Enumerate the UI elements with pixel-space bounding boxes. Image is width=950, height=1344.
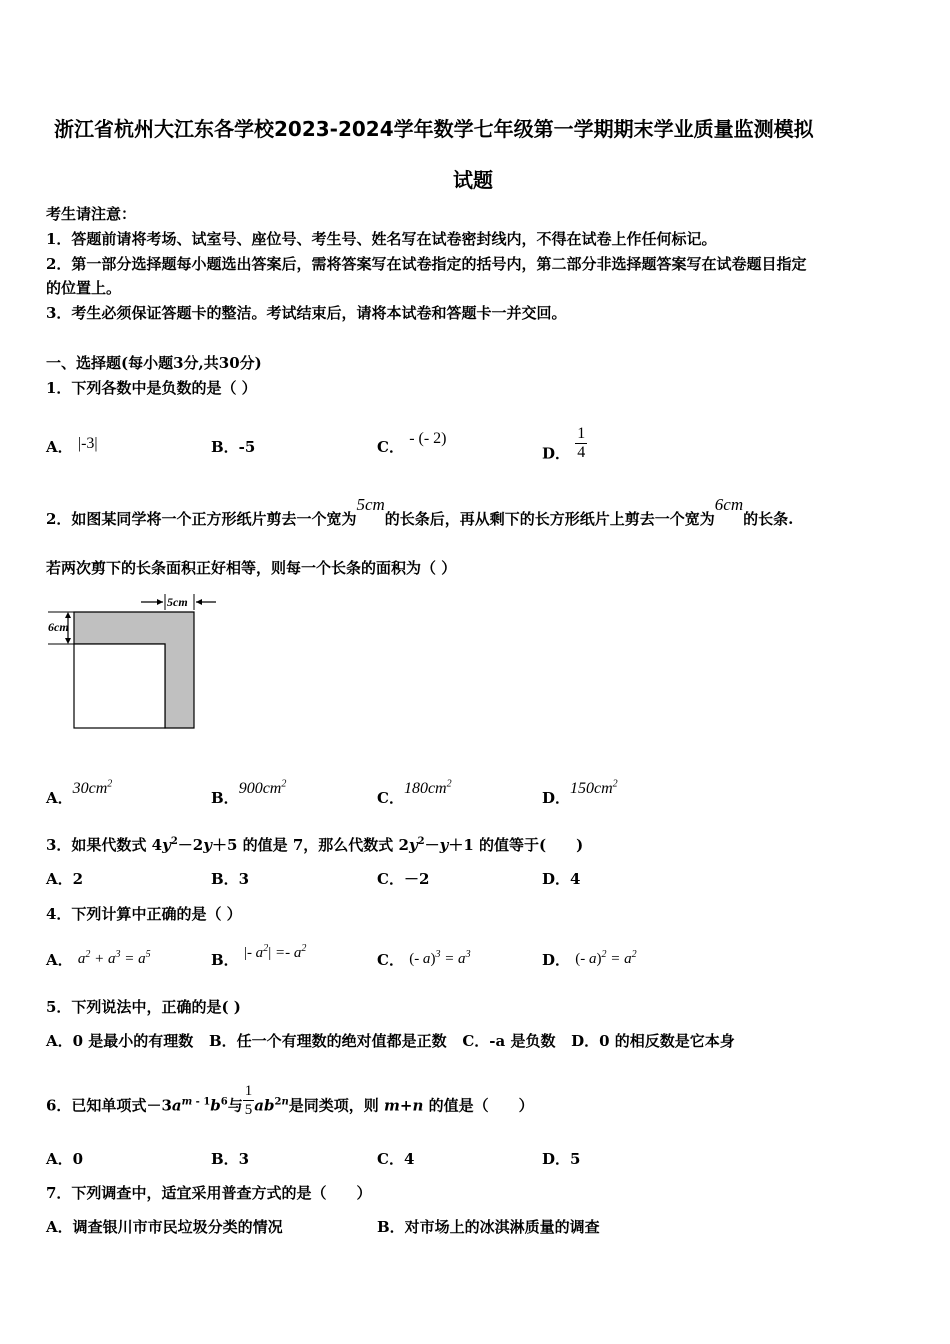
q3-v3: y (408, 836, 418, 854)
q2-d-value: 150cm (570, 780, 613, 797)
q4-d-expr: (- $a)^2 = a^2$ (575, 949, 637, 967)
q5-options (46, 1030, 735, 1051)
q2-b-value: 900cm (238, 780, 282, 797)
q3-option-d: D．4 (542, 870, 581, 888)
arrow-down-head (65, 638, 71, 644)
q2-c-value: 180cm (403, 780, 447, 797)
q6-denominator: 5 (244, 1102, 253, 1118)
q1-c-label: C． (377, 438, 404, 456)
arrow-up-head (65, 612, 71, 618)
q3-p2: －2 (177, 836, 204, 854)
q3-v2: y (203, 836, 212, 854)
q3-option-b: B．3 (211, 870, 250, 888)
q5-option-a: A．0 是最小的有理数 (46, 1032, 194, 1050)
q3-p3: ＋5 的值是 7，那么代数式 2 (211, 836, 409, 854)
q7-stem: 7．下列调查中，适宜采用普查方式的是（ ） (46, 1184, 372, 1202)
q1-option-d (542, 425, 587, 473)
title-line-2: 试题 (453, 168, 493, 192)
q6-option-d: D．5 (542, 1150, 581, 1168)
q4-option-d (542, 949, 637, 970)
q2-stem-part2: 的长条后，再从剩下的长方形纸片上剪去一个宽为 (384, 510, 715, 528)
q2-figure (44, 590, 224, 735)
q7-option-b: B．对市场上的冰淇淋质量的调查 (377, 1218, 600, 1236)
section-title: 一、选择题(每小题3分,共30分) (46, 354, 262, 372)
q2-b-sup: 2 (281, 778, 287, 790)
q3-v1: y (162, 836, 171, 854)
q3-s3: 2 (417, 836, 425, 847)
q6-p1: 6．已知单项式－3 (46, 1096, 172, 1115)
q4-d-label: D． (542, 951, 571, 969)
q2-stem-line1 (46, 495, 794, 529)
q2-a-label: A． (46, 789, 73, 807)
q2-stem-part1: 2．如图某同学将一个正方形纸片剪去一个宽为 (46, 510, 357, 528)
notice-item-2: 2．第一部分选择题每小题选出答案后，需将答案写在试卷指定的括号内，第二部分非选择题答案写在试卷题目指定 (46, 255, 807, 273)
notice-item-3: 3．考生必须保证答题卡的整洁。考试结束后，请将本试卷和答题卡一并交回。 (46, 304, 567, 322)
q2-option-b (211, 778, 287, 808)
q2-width1: 5cm (356, 495, 385, 514)
q6-option-a: A．0 (46, 1150, 84, 1168)
q1-c-value: - (- 2) (409, 430, 447, 447)
q4-c-expr: (- $a)^3 = a^3$ (409, 949, 471, 967)
q5-stem: 5．下列说法中，正确的是( ) (46, 998, 241, 1016)
q4-stem: 4．下列计算中正确的是（ ） (46, 905, 242, 923)
q1-d-denominator: 4 (577, 444, 586, 461)
q3-option-c: C．－2 (377, 870, 430, 888)
q1-option-c (377, 430, 447, 457)
q6-numerator: 1 (244, 1083, 253, 1099)
q6-p4: 的值是（ ） (428, 1096, 534, 1115)
q1-a-value: |-3| (77, 435, 98, 452)
arrow-left-head (196, 599, 202, 605)
q4-c-label: C． (377, 951, 404, 969)
notice-heading: 考生请注意： (46, 205, 137, 223)
q7-option-a: A．调查银川市市民垃圾分类的情况 (46, 1218, 283, 1236)
q4-option-a (46, 949, 151, 970)
q4-option-b (211, 943, 307, 970)
q2-option-c (377, 778, 452, 808)
q2-b-label: B． (211, 789, 239, 807)
q4-a-label: A． (46, 951, 73, 969)
q2-width2: 6cm (714, 495, 744, 514)
q3-p1: 3．如果代数式 4 (46, 836, 163, 854)
q3-v4: y (439, 836, 449, 854)
label-5cm: 5cm (167, 595, 188, 609)
q2-a-sup: 2 (107, 778, 113, 790)
q6-option-c: C．4 (377, 1150, 415, 1168)
q1-a-label: A． (46, 438, 73, 456)
label-6cm: 6cm (48, 620, 69, 634)
q6-option-b: B．3 (211, 1150, 250, 1168)
q3-p5: ＋1 的值等于( ) (448, 836, 584, 854)
q2-a-value: 30cm (72, 780, 108, 797)
title-line-1: 浙江省杭州大江东各学校2023-2024学年数学七年级第一学期期末学业质量监测模拟 (54, 117, 814, 141)
q2-d-label: D． (542, 789, 571, 807)
q5-option-b: B．任一个有理数的绝对值都是正数 (208, 1032, 447, 1050)
q4-b-expr: |- $a^2| =- a^2$ (243, 943, 307, 961)
q3-p4: － (424, 836, 440, 854)
q6-p2: 与 (227, 1096, 243, 1115)
q1-d-label: D． (542, 444, 571, 463)
q2-c-label: C． (377, 789, 404, 807)
q1-option-b: B．-5 (211, 438, 256, 456)
q5-option-d: D．0 的相反数是它本身 (571, 1032, 735, 1050)
q4-option-c (377, 949, 471, 970)
q3-option-a: A．2 (46, 870, 84, 888)
q6-stem: 6．已知单项式$-3a^{m - 1}b^6$与 $\frac{1}{5}$ $ab^{2n}$是同类项，则 m+n 的值是（ ） (46, 1083, 534, 1118)
q4-a-expr: $a^2 + a^3 = a^5$ (77, 949, 151, 967)
arrow-right-head (157, 599, 163, 605)
q5-option-c: C．-a 是负数 (462, 1032, 556, 1050)
q2-option-d (542, 778, 618, 808)
q2-option-a (46, 778, 113, 808)
q1-stem: 1．下列各数中是负数的是（ ） (46, 379, 257, 397)
q6-p3: 是同类项，则 (288, 1096, 379, 1115)
q3-stem (46, 834, 583, 855)
q2-stem-line2: 若两次剪下的长条面积正好相等，则每一个长条的面积为（ ） (46, 559, 457, 577)
q2-c-sup: 2 (446, 778, 452, 790)
q3-s1: 2 (170, 836, 178, 847)
q1-d-fraction (575, 425, 587, 462)
q6-fraction (243, 1082, 255, 1119)
notice-item-1: 1．答题前请将考场、试室号、座位号、考生号、姓名写在试卷密封线内，不得在试卷上作任何标记。 (46, 230, 717, 248)
q2-stem-part3: 的长条. (743, 510, 794, 528)
remaining-rectangle (74, 644, 165, 728)
q1-d-numerator: 1 (577, 425, 586, 442)
notice-item-2-cont: 的位置上。 (46, 279, 122, 297)
q1-option-a (46, 436, 98, 457)
q4-b-label: B． (211, 951, 239, 969)
q2-d-sup: 2 (612, 778, 618, 790)
